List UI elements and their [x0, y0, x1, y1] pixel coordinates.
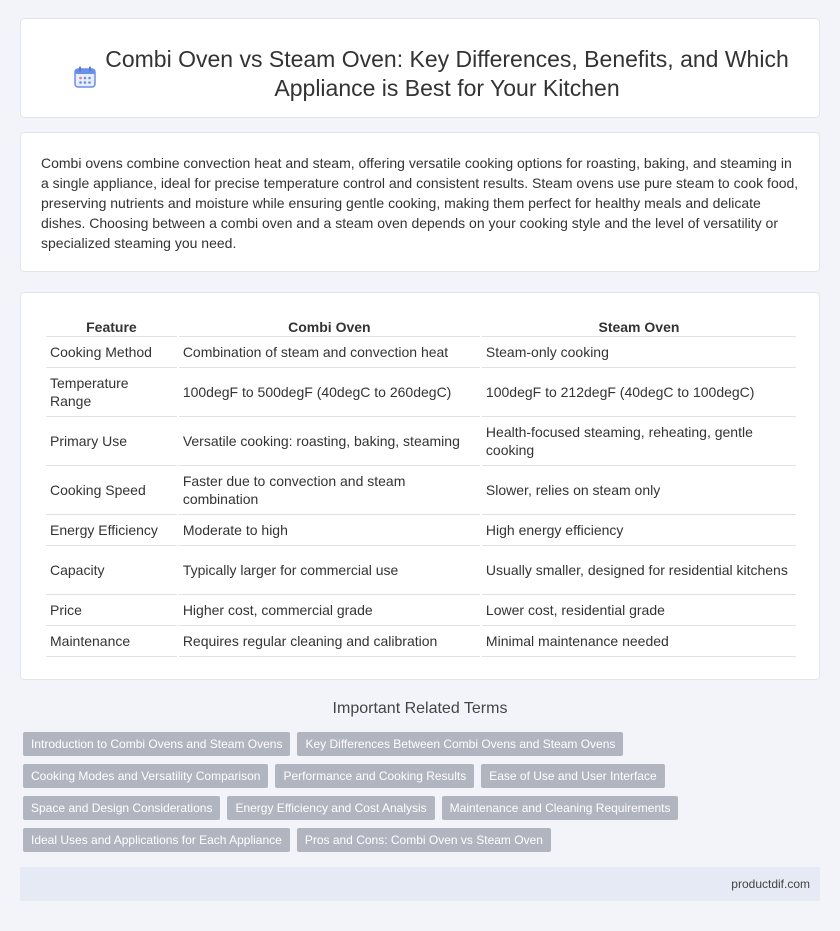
table-cell: Lower cost, residential grade [482, 595, 796, 626]
header-steam-oven: Steam Oven [482, 315, 796, 337]
table-row [46, 368, 796, 417]
table-row [46, 626, 796, 657]
table-cell: Slower, relies on steam only [482, 466, 796, 515]
table-cell: Primary Use [46, 417, 177, 466]
table-cell: Minimal maintenance needed [482, 626, 796, 657]
comparison-table-card [20, 292, 820, 680]
table-cell: Capacity [46, 546, 177, 595]
tag-row [23, 764, 813, 788]
tag-link[interactable]: Key Differences Between Combi Ovens and Steam Ovens [297, 732, 623, 756]
table-cell: High energy efficiency [482, 515, 796, 546]
table-row [46, 337, 796, 368]
table-cell: Faster due to convection and steam combination [179, 466, 480, 515]
tag-link[interactable]: Energy Efficiency and Cost Analysis [227, 796, 434, 820]
page-title: Combi Oven vs Steam Oven: Key Differences, Benefits, and Which Appliance is Best for Your Kitchen [105, 46, 789, 101]
tag-link[interactable]: Introduction to Combi Ovens and Steam Ovens [23, 732, 290, 756]
table-cell: Usually smaller, designed for residential kitchens [482, 546, 796, 595]
table-cell: Cooking Method [46, 337, 177, 368]
table-cell: Steam-only cooking [482, 337, 796, 368]
table-cell: Health-focused steaming, reheating, gentle cooking [482, 417, 796, 466]
table-cell: Temperature Range [46, 368, 177, 417]
table-row [46, 466, 796, 515]
table-row [46, 417, 796, 466]
tag-row [23, 828, 813, 852]
intro-card [20, 132, 820, 272]
tag-row [23, 796, 813, 820]
footer [20, 867, 820, 901]
table-cell: Requires regular cleaning and calibration [179, 626, 480, 657]
table-row [46, 595, 796, 626]
table-cell: Maintenance [46, 626, 177, 657]
tag-link[interactable]: Pros and Cons: Combi Oven vs Steam Oven [297, 828, 551, 852]
table-cell: Energy Efficiency [46, 515, 177, 546]
table-cell: Versatile cooking: roasting, baking, steaming [179, 417, 480, 466]
title-wrap [61, 45, 809, 103]
tag-link[interactable]: Maintenance and Cleaning Requirements [442, 796, 679, 820]
tag-link[interactable]: Ease of Use and User Interface [481, 764, 664, 788]
related-terms-tags [23, 732, 813, 860]
table-cell: Higher cost, commercial grade [179, 595, 480, 626]
header-combi-oven: Combi Oven [179, 315, 480, 337]
table-cell: Typically larger for commercial use [179, 546, 480, 595]
tag-link[interactable]: Ideal Uses and Applications for Each Appliance [23, 828, 290, 852]
table-cell: 100degF to 500degF (40degC to 260degC) [179, 368, 480, 417]
table-row [46, 546, 796, 595]
table-cell: 100degF to 212degF (40degC to 100degC) [482, 368, 796, 417]
table-cell: Combination of steam and convection heat [179, 337, 480, 368]
tag-link[interactable]: Performance and Cooking Results [275, 764, 474, 788]
header-feature: Feature [46, 315, 177, 337]
tag-link[interactable]: Space and Design Considerations [23, 796, 220, 820]
footer-site-name: productdif.com [731, 877, 810, 891]
table-cell: Price [46, 595, 177, 626]
title-card [20, 18, 820, 118]
table-header-row [46, 315, 796, 337]
comparison-table [44, 315, 798, 657]
table-row [46, 515, 796, 546]
tag-row [23, 732, 813, 756]
related-terms-heading: Important Related Terms [332, 700, 508, 717]
table-cell: Moderate to high [179, 515, 480, 546]
tag-link[interactable]: Cooking Modes and Versatility Comparison [23, 764, 268, 788]
intro-paragraph: Combi ovens combine convection heat and steam, offering versatile cooking options for roasting, baking, and steaming in a single appliance, ideal for precise temperature control and consistent results. Steam ovens use pure steam to cook food, preserving nutrients and moisture while ensuring gentle cooking, making them perfect for healthy meals and delicate dishes. Choosing between a combi oven and a steam oven depends on your cooking style and the level of versatility or specialized steaming you need. [41, 155, 799, 251]
table-cell: Cooking Speed [46, 466, 177, 515]
